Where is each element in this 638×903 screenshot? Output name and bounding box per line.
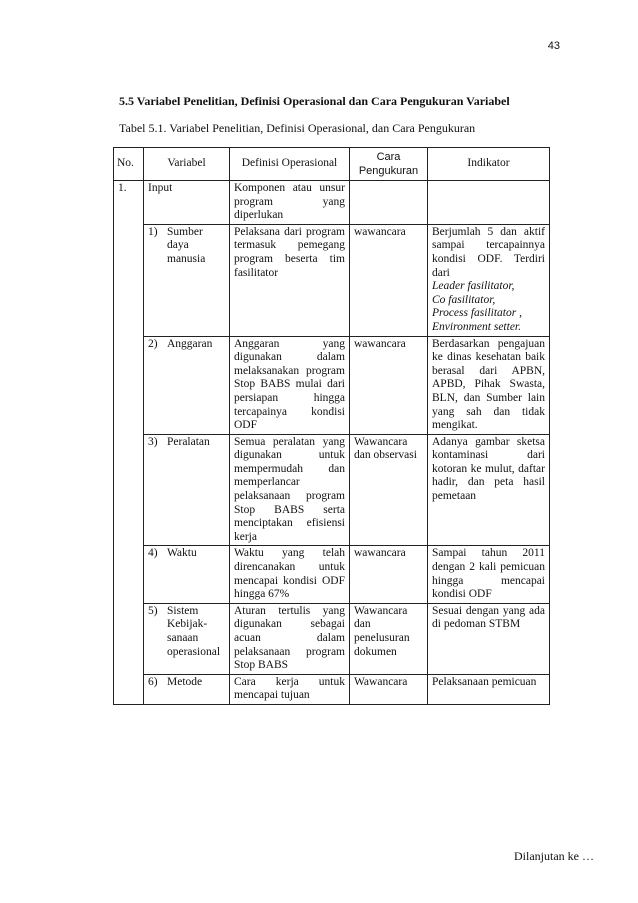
continued-note: Dilanjutan ke …: [514, 849, 594, 863]
header-definisi: Definisi Operasional: [230, 148, 350, 181]
cell-no: [114, 674, 144, 704]
cell-no: [114, 336, 144, 434]
header-variabel: Variabel: [144, 148, 230, 181]
variable-table: [113, 147, 550, 705]
cell-cara-pengukuran: wawancara: [350, 224, 428, 336]
row-number: 1): [148, 225, 158, 238]
role-process: Process fasilitator ,: [432, 307, 522, 320]
cell-indikator: [428, 224, 550, 336]
row-number: 6): [148, 675, 158, 688]
cell-definisi: Aturan tertulis yang digunakan sebagai acuan dalam pelaksanaan program Stop BABS: [230, 603, 350, 674]
cell-cara-pengukuran: Wawancara dan observasi: [350, 434, 428, 546]
table-row: [114, 434, 550, 546]
table-row: [114, 603, 550, 674]
cell-no: [114, 224, 144, 336]
role-leader: Leader fasilitator,: [432, 280, 515, 293]
table-row-input: [114, 181, 550, 225]
row-number: 5): [148, 604, 158, 617]
cell-no: [114, 546, 144, 603]
cell-definisi: Waktu yang telah direncanakan untuk mencapai kondisi ODF hingga 67%: [230, 546, 350, 603]
cell-definisi: Cara kerja untuk mencapai tujuan: [230, 674, 350, 704]
cell-definisi: Pelaksana dari program termasuk pemegang program beserta tim fasilitator: [230, 224, 350, 336]
cell-cara-pengukuran: Wawancara: [350, 674, 428, 704]
row-number: 3): [148, 435, 158, 448]
cell-variabel: [144, 674, 230, 704]
cell-indikator: [428, 181, 550, 225]
cell-indikator: Sesuai dengan yang ada di pedoman STBM: [428, 603, 550, 674]
page-number: 43: [547, 40, 560, 52]
cell-cara-pengukuran: Wawancara dan penelusuran dokumen: [350, 603, 428, 674]
row-variable-label: Waktu: [167, 547, 197, 560]
cell-indikator: Adanya gambar sketsa kontaminasi dari kotoran ke mulut, daftar hadir, dan peta hasil pemetaan: [428, 434, 550, 546]
role-environment: Environment setter.: [432, 320, 522, 333]
cell-cara-pengukuran: wawancara: [350, 336, 428, 434]
header-indikator: Indikator: [428, 148, 550, 181]
row-variable-label: Metode: [167, 675, 203, 688]
table-caption: Tabel 5.1. Variabel Penelitian, Definisi Operasional, dan Cara Pengukuran: [119, 121, 476, 135]
cell-variabel: [144, 434, 230, 546]
table-row: [114, 224, 550, 336]
cell-no: [114, 434, 144, 546]
row-variable-label: Peralatan: [167, 435, 210, 448]
table-row: [114, 336, 550, 434]
role-co: Co fasilitator,: [432, 293, 496, 306]
row-variable-label: Anggaran: [167, 337, 213, 350]
row-number: 2): [148, 337, 158, 350]
cell-cara-pengukuran: wawancara: [350, 546, 428, 603]
header-no: No.: [114, 148, 144, 181]
row-number: 4): [148, 547, 158, 560]
indikator-text: Berjumlah 5 dan aktif sampai tercapainnya kondisi ODF. Terdiri dari: [432, 225, 545, 279]
row-variable-label: Sumber daya manusia: [167, 225, 206, 265]
header-cara-pengukuran: Cara Pengukuran: [350, 148, 428, 181]
cell-indikator: Sampai tahun 2011 dengan 2 kali pemicuan hingga mencapai kondisi ODF: [428, 546, 550, 603]
cell-variabel: [144, 336, 230, 434]
cell-variabel: Input: [144, 181, 230, 225]
section-heading: 5.5 Variabel Penelitian, Definisi Operasional dan Cara Pengukuran Variabel: [119, 94, 510, 108]
cell-definisi: Komponen atau unsur program yang diperlukan: [230, 181, 350, 225]
cell-indikator: Pelaksanaan pemicuan: [428, 674, 550, 704]
cell-definisi: Anggaran yang digunakan dalam melaksanakan program Stop BABS mulai dari persiapan hingga tercapainya kondisi ODF: [230, 336, 350, 434]
cell-variabel: [144, 224, 230, 336]
cell-cara-pengukuran: [350, 181, 428, 225]
cell-indikator: Berdasarkan pengajuan ke dinas kesehatan baik berasal dari APBN, APBD, Pihak Swasta, BLN, dan Sumber lain yang sah dan tidak mengikat.: [428, 336, 550, 434]
cell-no: [114, 603, 144, 674]
cell-variabel: [144, 546, 230, 603]
table-header-row: [114, 148, 550, 181]
table-row: [114, 546, 550, 603]
table-row: [114, 674, 550, 704]
row-variable-label: Sistem Kebijak-sanaan operasional: [167, 604, 221, 658]
cell-definisi: Semua peralatan yang digunakan untuk mempermudah dan memperlancar pelaksanaan program Stop BABS serta menciptakan efisiensi kerja: [230, 434, 350, 546]
cell-no: 1.: [114, 181, 144, 225]
cell-variabel: [144, 603, 230, 674]
